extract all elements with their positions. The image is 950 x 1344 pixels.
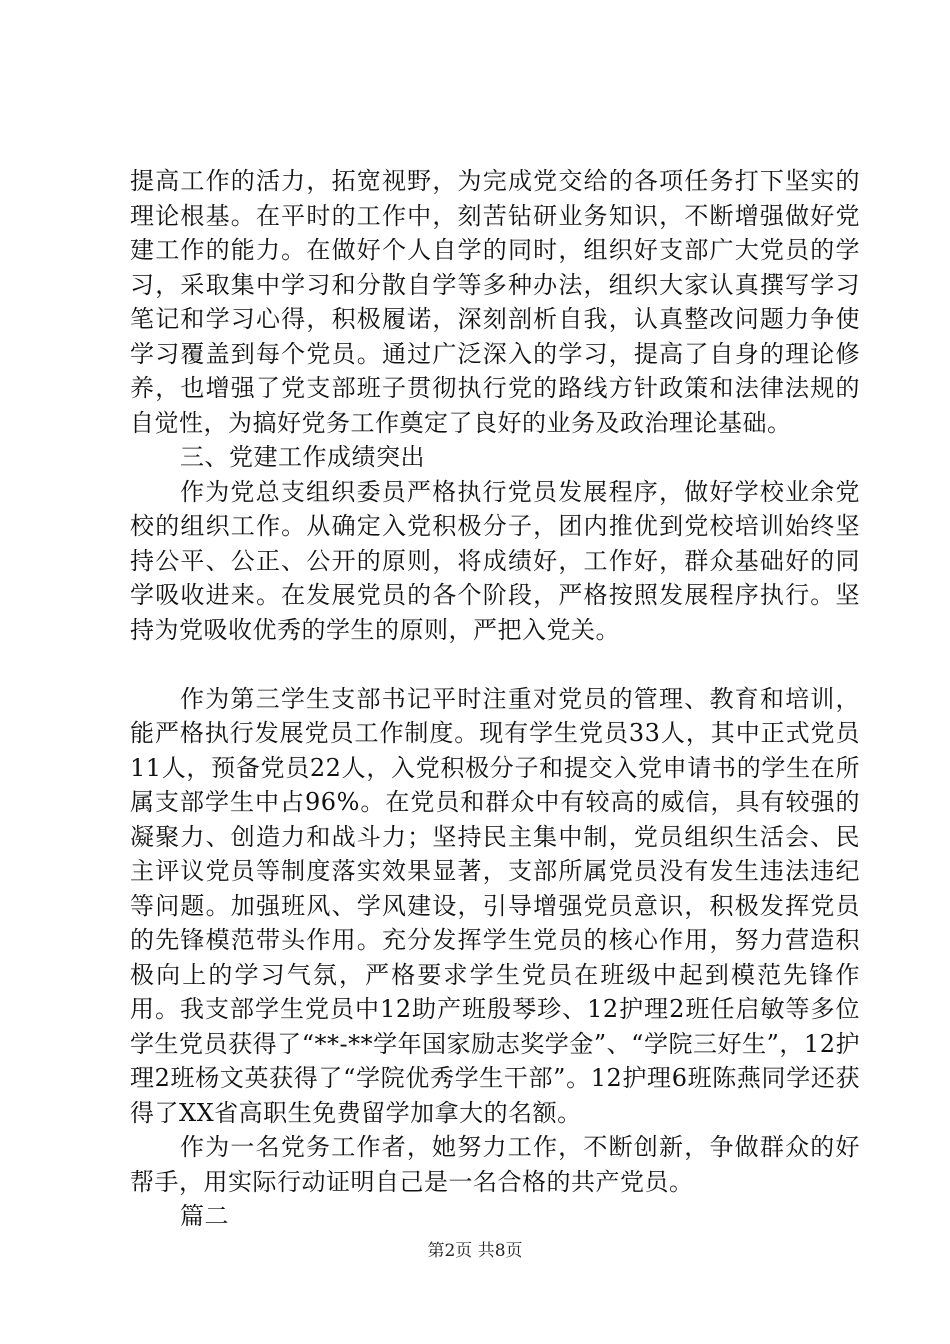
paragraph-study: 提高工作的活力，拓宽视野，为完成党交给的各项任务打下坚实的理论根基。在平时的工作中，刻苦钻研业务知识，不断增强做好党建工作的能力。在做好个人自学的同时，组织好支部广大党员的学习，采取集中学习和分散自学等多种办法，组织大家认真撰写学习笔记和学习心得，积极履诺，深刻剖析自我，认真整改问题力争使学习覆盖到每个党员。通过广泛深入的学习，提高了自身的理论修养，也增强了党支部班子贯彻执行党的路线方针政策和法律法规的自觉性，为搞好党务工作奠定了良好的业务及政治理论基础。 [130, 167, 860, 437]
paragraph-gap [130, 647, 860, 682]
paragraph-branch-secretary: 作为第三学生支部书记平时注重对党员的管理、教育和培训，能严格执行发展党员工作制度。现有学生党员33人，其中正式党员11人，预备党员22人，入党积极分子和提交入党申请书的学生在所属支部学生中占96%。在党员和群众中有较高的威信，具有较强的凝聚力、创造力和战斗力；坚持民主集中制，党员组织生活会、民主评议党员等制度落实效果显著，支部所属党员没有发生违法违纪等问题。加强班风、学风建设，引导增强党员意识，积极发挥党员的先锋模范带头作用。充分发挥学生党员的核心作用，努力营造积极向上的学习气氛，严格要求学生党员在班级中起到模范先锋作用。我支部学生党员中12助产班殷琴珍、12护理2班任启敏等多位学生党员获得了“**-**学年国家励志奖学金”、“学院三好生”，12护理2班杨文英获得了“学院优秀学生干部”。12护理6班陈燕同学还获得了XX省高职生免费留学加拿大的名额。 [130, 684, 860, 1127]
section-label-part-two: 篇二 [180, 1202, 229, 1230]
paragraph-organization-work: 作为党总支组织委员严格执行党员发展程序，做好学校业余党校的组织工作。从确定入党积极分子，团内推优到党校培训始终坚持公平、公正、公开的原则，将成绩好，工作好，群众基础好的同学吸收进来。在发展党员的各个阶段，严格按照发展程序执行。坚持为党吸收优秀的学生的原则，严把入党关。 [130, 477, 860, 644]
paragraph-conclusion: 作为一名党务工作者，她努力工作，不断创新，争做群众的好帮手，用实际行动证明自己是一名合格的共产党员。 [130, 1133, 860, 1196]
document-body [130, 164, 860, 1234]
section-heading-party-building: 三、党建工作成绩突出 [180, 443, 425, 471]
page-footer: 第2页 共8页 [427, 1241, 523, 1261]
